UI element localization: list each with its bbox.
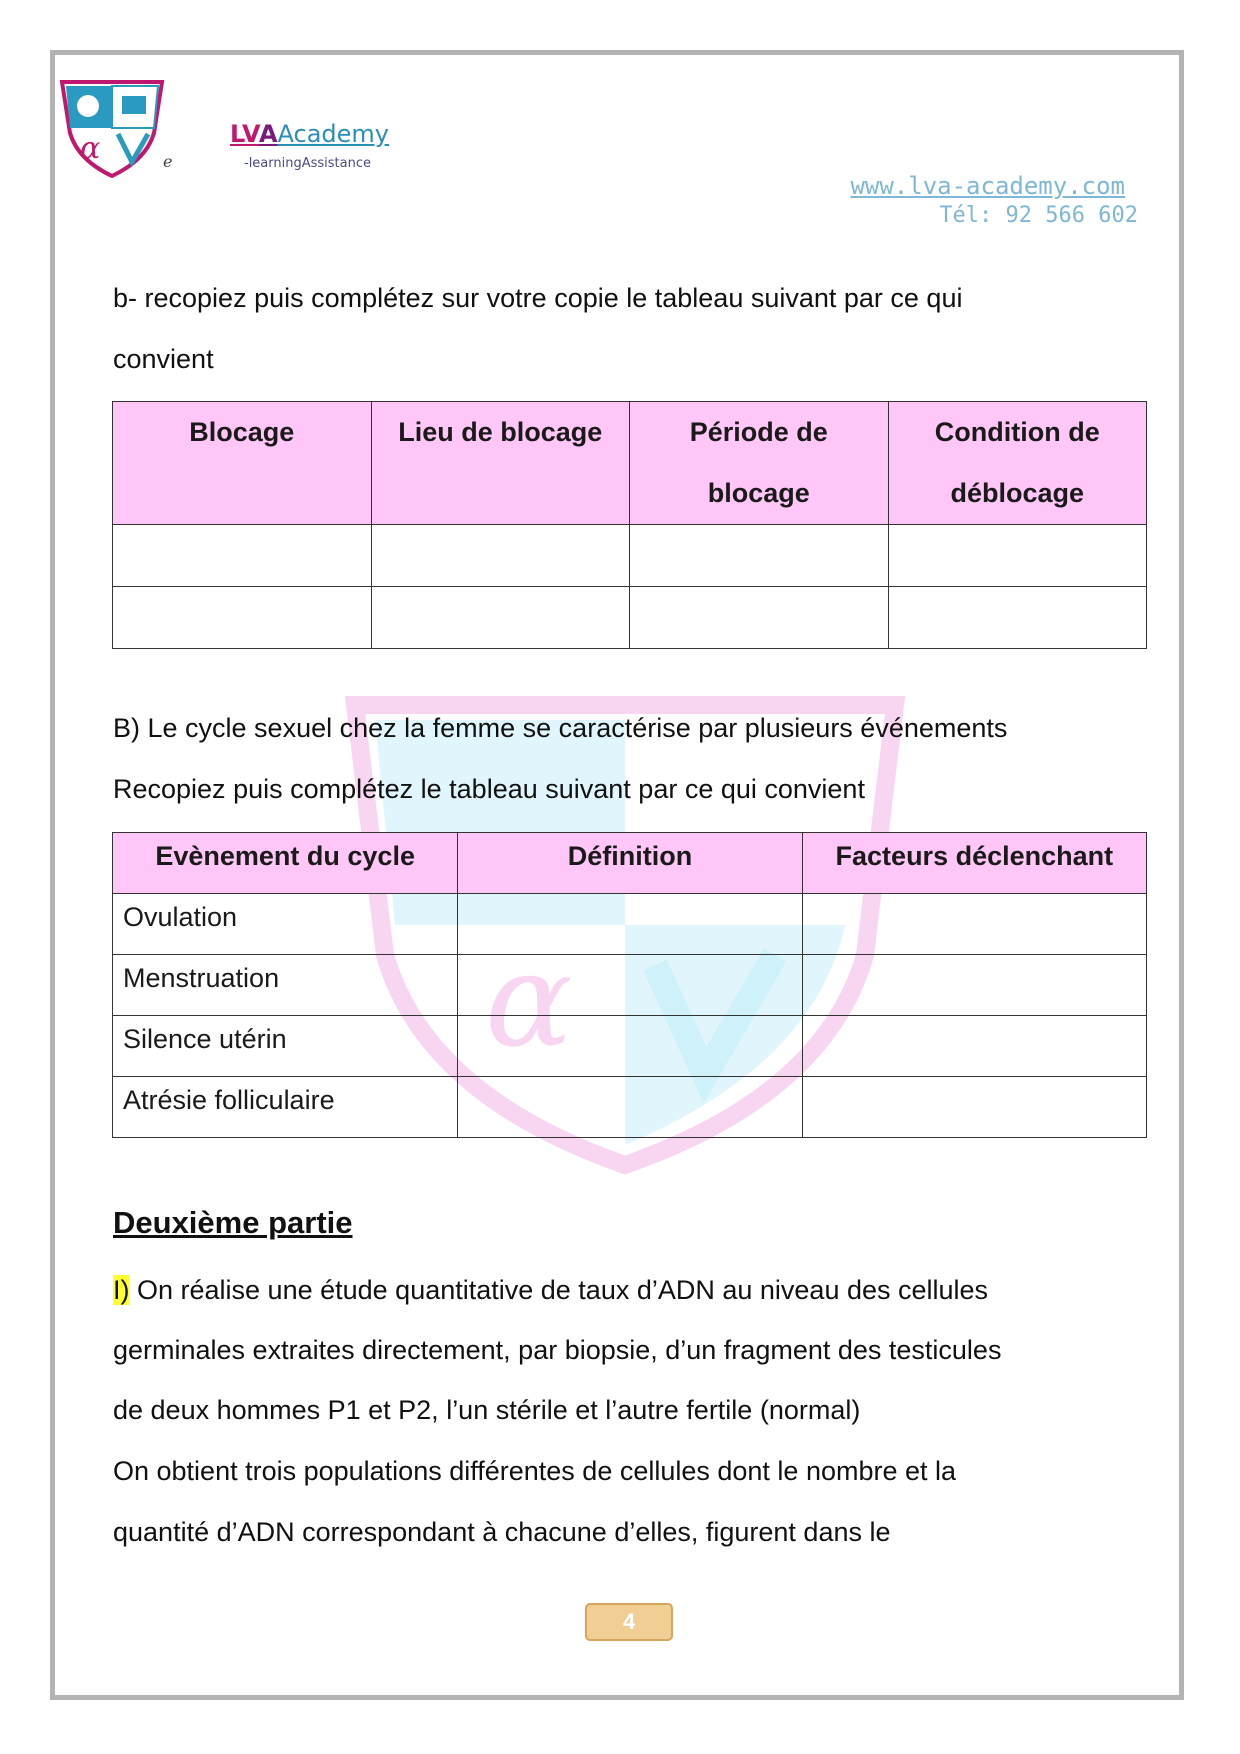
part-b-instruction-line2: convient bbox=[113, 344, 214, 374]
part2-line1: I) On réalise une étude quantitative de taux d’ADN au niveau des cellules bbox=[113, 1275, 989, 1305]
empty-cell bbox=[802, 955, 1146, 1016]
table-row bbox=[113, 894, 1147, 955]
header-condition-de-deblocage: Condition de déblocage bbox=[888, 402, 1147, 525]
section-b-line1: B) Le cycle sexuel chez la femme se caractérise par plusieurs événements bbox=[113, 713, 1008, 743]
part-b-instruction-line1: b- recopiez puis complétez sur votre copie le tableau suivant par ce qui bbox=[113, 283, 963, 313]
row-label-ovulation: Ovulation bbox=[113, 894, 458, 955]
empty-cell bbox=[371, 587, 630, 649]
empty-cell bbox=[802, 1077, 1146, 1138]
empty-cell bbox=[630, 587, 889, 649]
table-row bbox=[113, 1077, 1147, 1138]
empty-cell bbox=[113, 525, 372, 587]
empty-cell bbox=[630, 525, 889, 587]
empty-cell bbox=[888, 525, 1147, 587]
empty-cell bbox=[802, 1016, 1146, 1077]
table-header-row bbox=[113, 402, 1147, 525]
part2-line3: de deux hommes P1 et P2, l’un stérile et l’autre fertile (normal) bbox=[113, 1395, 861, 1425]
header-periode-de-blocage: Période de blocage bbox=[630, 402, 889, 525]
empty-cell bbox=[458, 1077, 802, 1138]
svg-text:α: α bbox=[80, 131, 101, 166]
header-facteurs: Facteurs déclenchant bbox=[802, 833, 1146, 894]
empty-cell bbox=[888, 587, 1147, 649]
table-header-row bbox=[113, 833, 1147, 894]
page-number: 4 bbox=[585, 1603, 673, 1641]
table-row bbox=[113, 525, 1147, 587]
part2-line4: On obtient trois populations différentes de cellules dont le nombre et la bbox=[113, 1456, 957, 1486]
header-evenement: Evènement du cycle bbox=[113, 833, 458, 894]
row-label-silence-uterin: Silence utérin bbox=[113, 1016, 458, 1077]
brand-academy: Academy bbox=[277, 120, 389, 148]
svg-text:α: α bbox=[485, 924, 573, 1076]
table-row bbox=[113, 587, 1147, 649]
table-row bbox=[113, 1016, 1147, 1077]
empty-cell bbox=[802, 894, 1146, 955]
empty-cell bbox=[458, 894, 802, 955]
row-label-atresie: Atrésie folliculaire bbox=[113, 1077, 458, 1138]
header-definition: Définition bbox=[458, 833, 802, 894]
empty-cell bbox=[458, 955, 802, 1016]
e-mark: e bbox=[163, 152, 173, 171]
empty-cell bbox=[113, 587, 372, 649]
part2-line2: germinales extraites directement, par biopsie, d’un fragment des testicules bbox=[113, 1335, 1002, 1365]
section-title: Deuxième partie bbox=[113, 1205, 353, 1240]
part2-line5: quantité d’ADN correspondant à chacune d’elles, figurent dans le bbox=[113, 1517, 891, 1547]
brand-name bbox=[230, 120, 389, 148]
phone-number: Tél: 92 566 602 bbox=[939, 203, 1138, 228]
header-blocage: Blocage bbox=[113, 402, 372, 525]
empty-cell bbox=[371, 525, 630, 587]
website-link[interactable]: www.lva-academy.com bbox=[850, 172, 1125, 200]
header-lieu-de-blocage: Lieu de blocage bbox=[371, 402, 630, 525]
row-label-menstruation: Menstruation bbox=[113, 955, 458, 1016]
table-row bbox=[113, 955, 1147, 1016]
brand-lv: LV bbox=[230, 120, 259, 148]
blocage-table bbox=[112, 401, 1147, 649]
brand-tagline: -learningAssistance bbox=[244, 156, 371, 171]
cycle-events-table bbox=[112, 832, 1147, 1138]
brand-va: A bbox=[258, 120, 278, 148]
section-b-line2: Recopiez puis complétez le tableau suivant par ce qui convient bbox=[113, 774, 865, 804]
lva-academy-logo bbox=[56, 78, 168, 178]
empty-cell bbox=[458, 1016, 802, 1077]
highlighted-marker: I) bbox=[113, 1275, 130, 1305]
